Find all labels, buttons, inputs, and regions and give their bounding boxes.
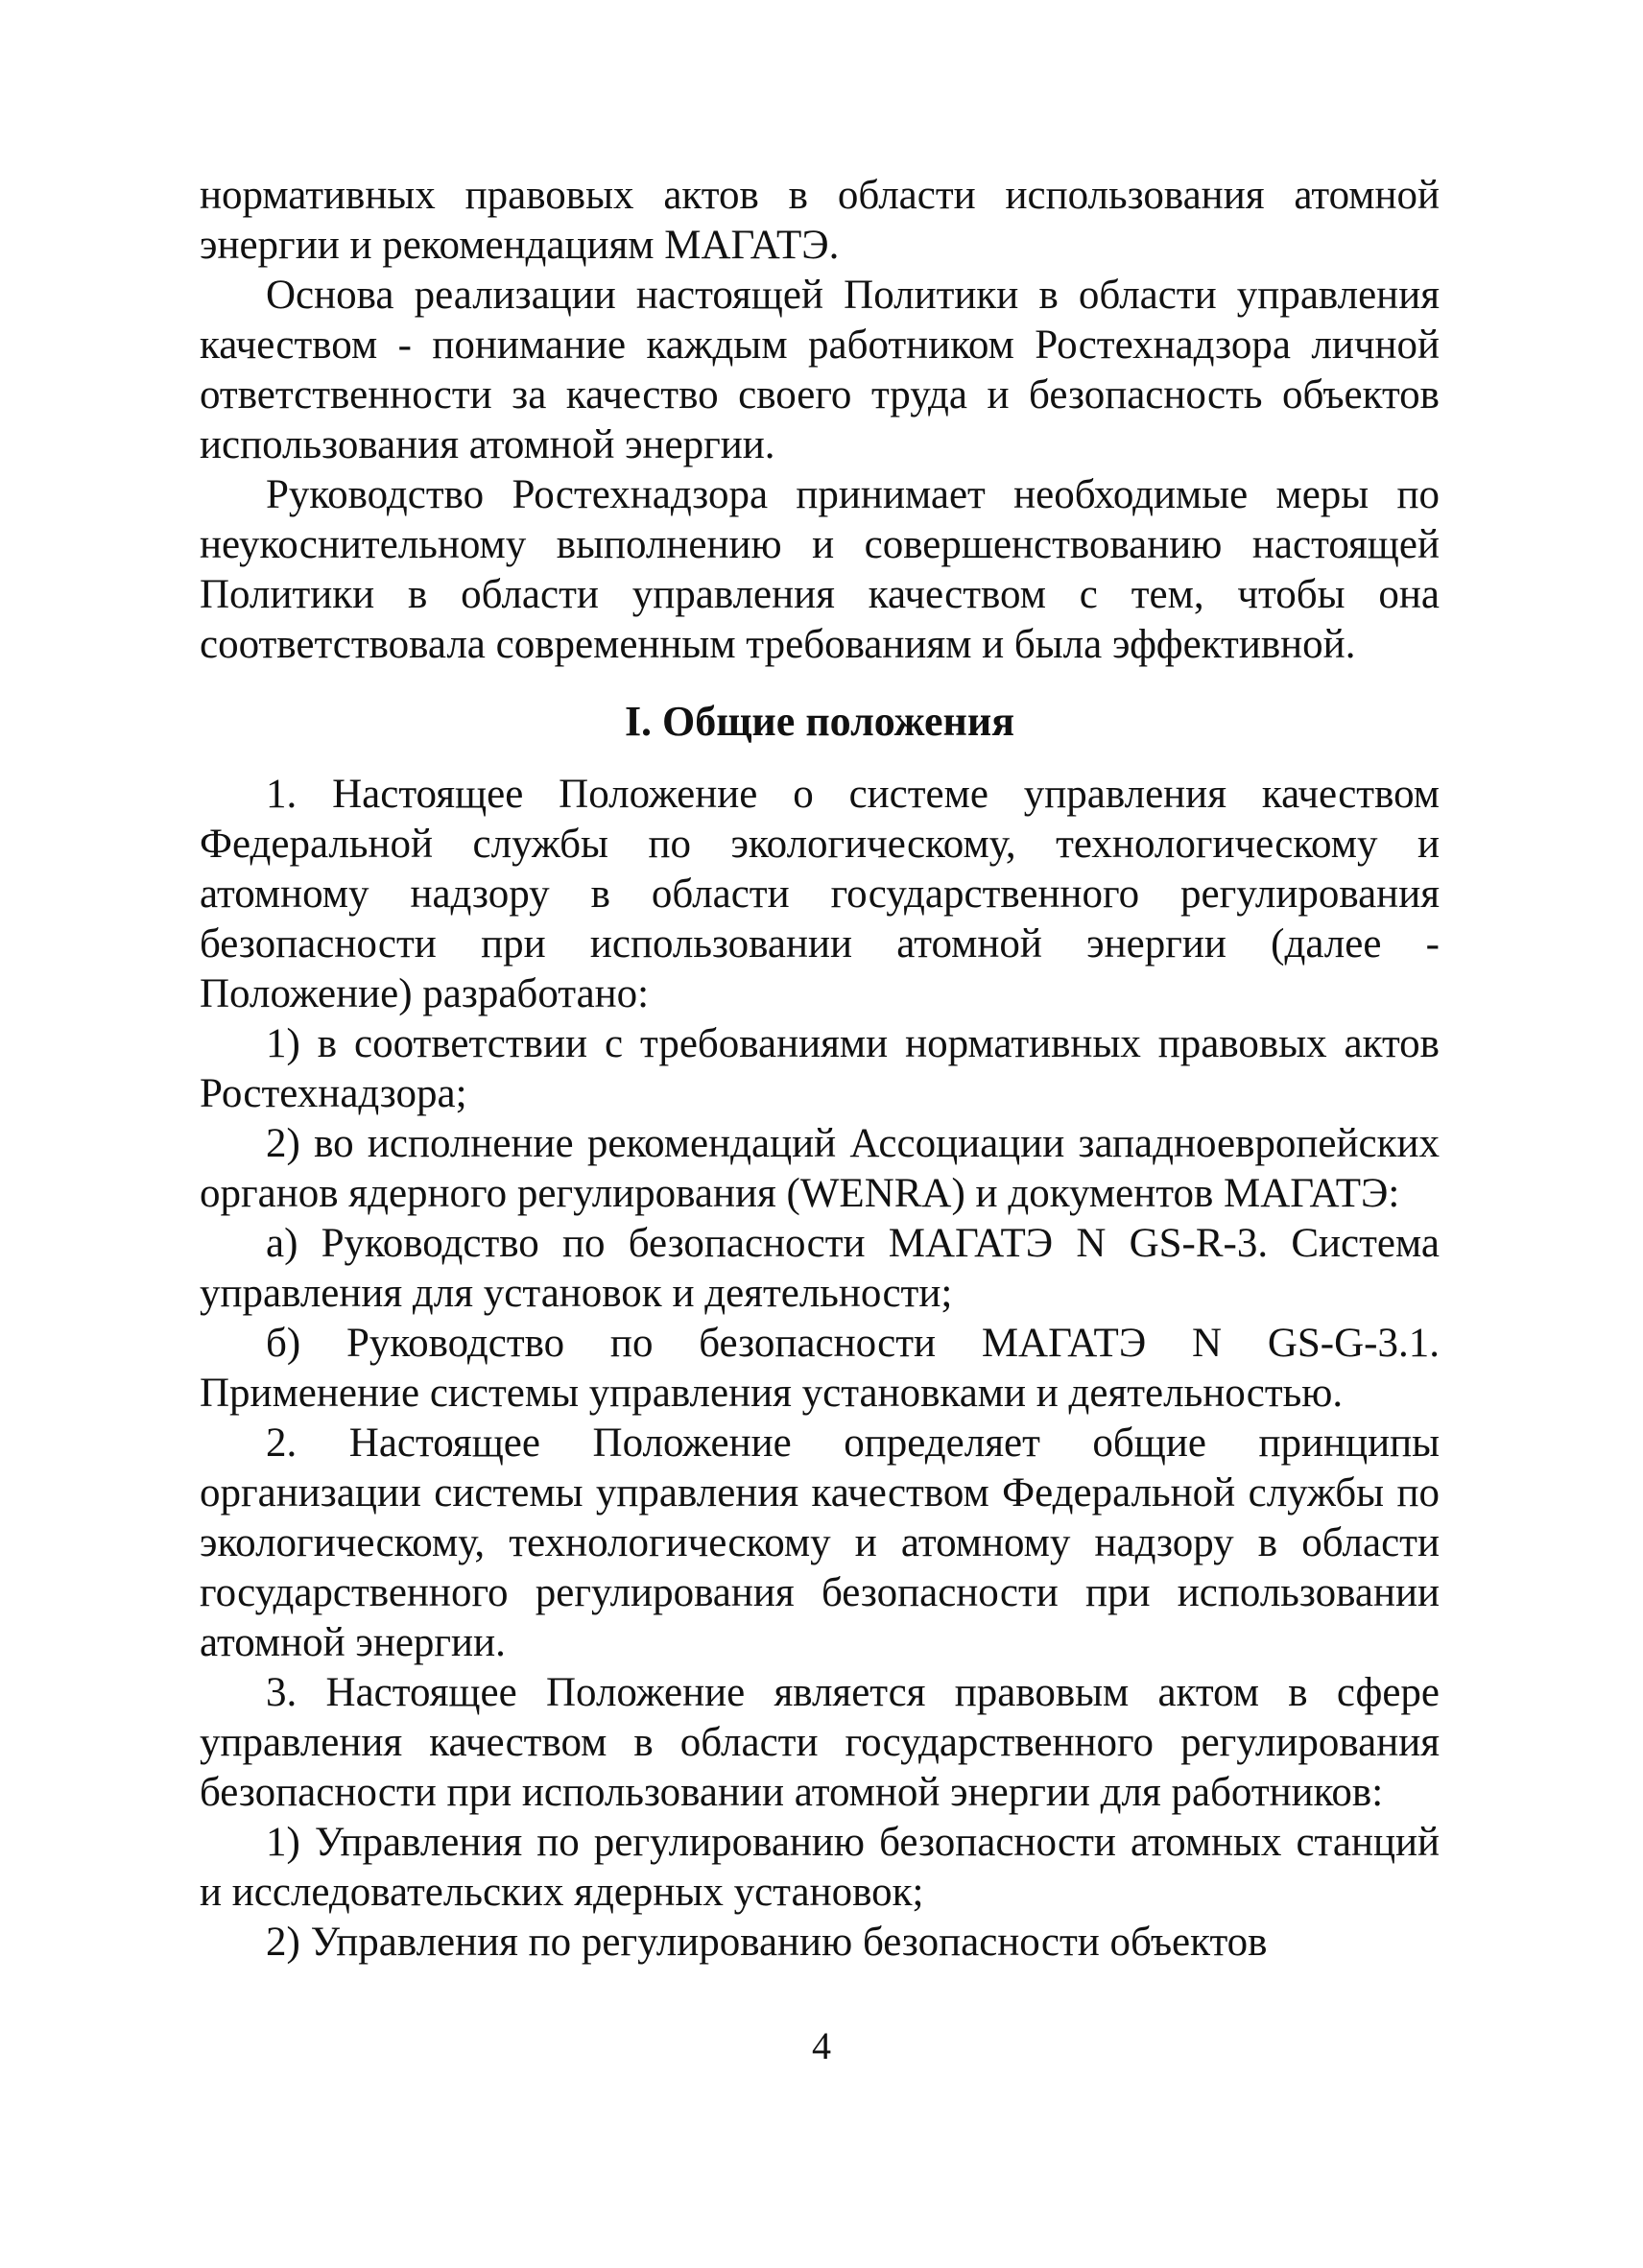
paragraph-item-3: 3. Настоящее Положение является правовым актом в сфере управления качеством в области государственного регулирования безопасности при использовании атомной энергии для работников: [200, 1670, 1440, 1815]
paragraph-subitem-a: а) Руководство по безопасности МАГАТЭ N GS-R-3. Система управления для установок и деятельности; [200, 1221, 1440, 1316]
page-number: 4 [812, 2024, 831, 2067]
paragraph-policy-basis: Основа реализации настоящей Политики в области управления качеством - понимание каждым работником Ростехнадзора личной ответственности за качество своего труда и безопасность объектов использования атомной энергии. [200, 273, 1440, 467]
paragraph-subitem-2: 2) во исполнение рекомендаций Ассоциации западноевропейских органов ядерного регулирования (WENRA) и документов МАГАТЭ: [200, 1121, 1440, 1216]
paragraph-subitem-1: 1) в соответствии с требованиями нормативных правовых актов Ростехнадзора; [200, 1021, 1440, 1116]
paragraph-management-measures: Руководство Ростехнадзора принимает необходимые меры по неукоснительному выполнению и совершенствованию настоящей Политики в области управления качеством с тем, чтобы она соответствовала современным требованиям и была эффективной. [200, 472, 1440, 667]
paragraph-subitem-b: б) Руководство по безопасности МАГАТЭ N GS-G-3.1. Применение системы управления установками и деятельностью. [200, 1321, 1440, 1416]
paragraph-subitem-3-2: 2) Управления по регулированию безопасности объектов [266, 1920, 1268, 1965]
document-page [200, 171, 1440, 1968]
paragraph-subitem-3-1: 1) Управления по регулированию безопасности атомных станций и исследовательских ядерных установок; [200, 1820, 1440, 1915]
paragraph-item-2: 2. Настоящее Положение определяет общие принципы организации системы управления качеством Федеральной службы по экологическому, технологическому и атомному надзору в области государственного регулирования безопасности при использовании атомной энергии. [200, 1420, 1440, 1665]
paragraph-item-1: 1. Настоящее Положение о системе управления качеством Федеральной службы по экологическому, технологическому и атомному надзору в области государственного регулирования безопасности при использовании атомной энергии (далее - Положение) разработано: [200, 772, 1440, 1016]
paragraph-continuation: нормативных правовых актов в области использования атомной энергии и рекомендациям МАГАТЭ. [200, 173, 1440, 268]
section-heading: I. Общие положения [624, 698, 1015, 745]
